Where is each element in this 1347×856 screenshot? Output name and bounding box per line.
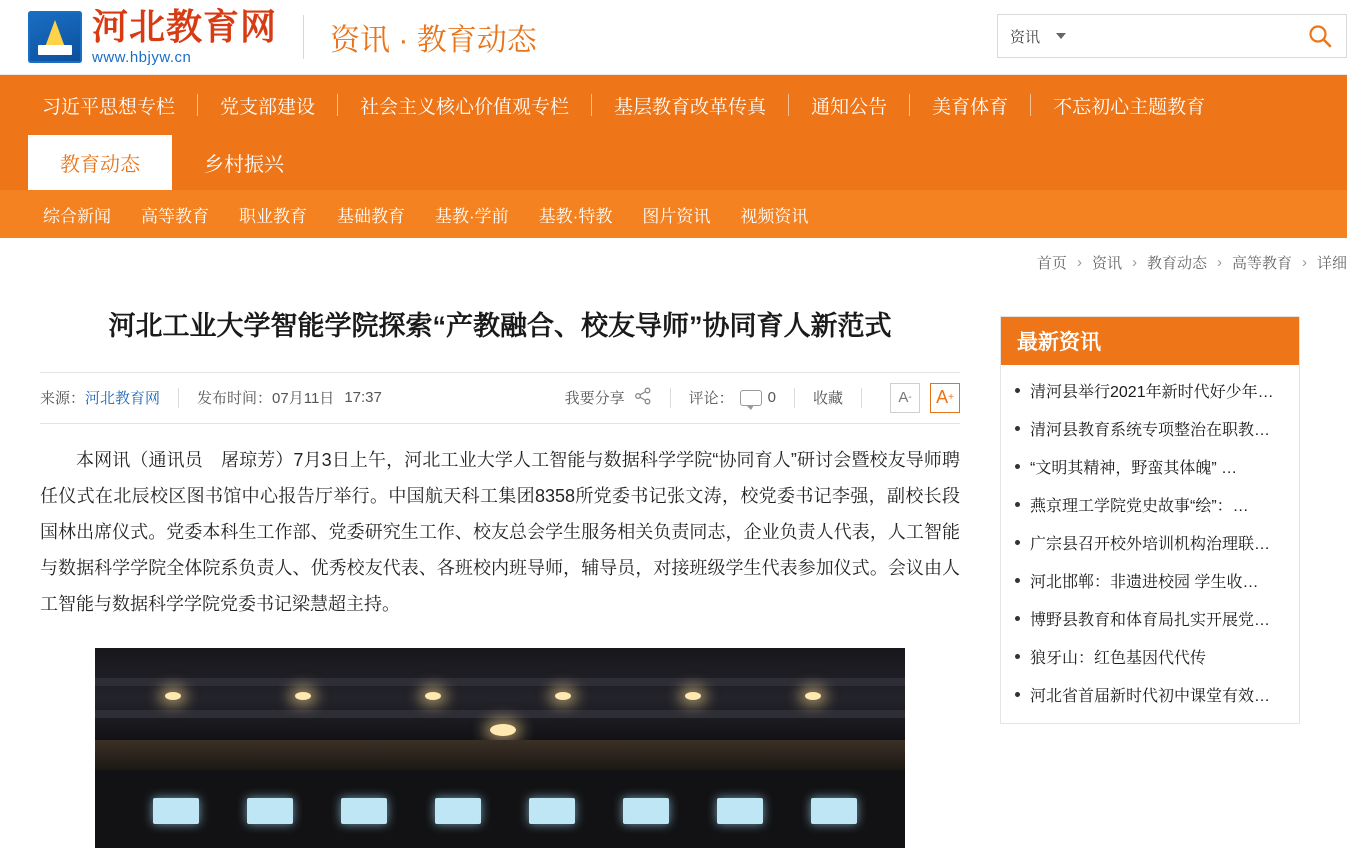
- article-meta-bar: [40, 372, 960, 424]
- page-content: [0, 286, 1347, 848]
- list-item-label: 广宗县召开校外培训机构治理联…: [1030, 535, 1271, 553]
- header-divider: [303, 15, 304, 59]
- image-balcony: [95, 740, 905, 770]
- source-label: 来源：: [40, 390, 86, 408]
- publish-time: 17:37: [344, 389, 382, 407]
- header-slogan-right: 教育动态: [416, 24, 537, 57]
- breadcrumb-item-1[interactable]: 资讯: [1091, 254, 1122, 272]
- subnav-item-2[interactable]: 职业教育: [239, 206, 307, 226]
- font-decrease-button[interactable]: A -: [890, 383, 920, 413]
- subnav-item-0[interactable]: 综合新闻: [43, 206, 111, 226]
- header-slogan-left: 资讯: [330, 24, 391, 57]
- list-item[interactable]: [1001, 675, 1299, 713]
- site-logo[interactable]: [28, 6, 278, 66]
- publish-label: 发布时间：: [197, 390, 273, 408]
- page-title: 河北工业大学智能学院探索“产教融合、校友导师”协同育人新范式: [108, 311, 892, 341]
- latest-news-list: [1001, 365, 1299, 723]
- nav-item-2[interactable]: 社会主义核心价值观专栏: [360, 96, 570, 118]
- list-item-label: 河北邯郸：非遗进校园 学生收…: [1030, 573, 1259, 591]
- nav-item-4[interactable]: 通知公告: [811, 96, 888, 118]
- font-increase-button[interactable]: A +: [930, 383, 960, 413]
- tab-xiangcunzhenxing[interactable]: 乡村振兴: [204, 154, 284, 176]
- list-item[interactable]: [1001, 523, 1299, 561]
- nav-item-3[interactable]: 基层教育改革传真: [614, 96, 767, 118]
- comment-count: 0: [767, 389, 776, 407]
- subnav-item-1[interactable]: 高等教育: [141, 206, 209, 226]
- comment-label: 评论：: [688, 390, 734, 408]
- list-item-label: 清河县举行2021年新时代好少年…: [1030, 383, 1274, 401]
- bullet-icon: [1015, 616, 1020, 621]
- bullet-icon: [1015, 502, 1020, 507]
- meta-divider: [861, 388, 862, 408]
- breadcrumb-chevron-icon: ›: [1131, 253, 1137, 271]
- list-item[interactable]: [1001, 485, 1299, 523]
- list-item-label: 狼牙山：红色基因代代传: [1030, 649, 1207, 667]
- list-item[interactable]: [1001, 371, 1299, 409]
- search-input[interactable]: [1078, 15, 1294, 57]
- list-item[interactable]: [1001, 561, 1299, 599]
- bullet-icon: [1015, 426, 1020, 431]
- image-seats: [95, 770, 905, 848]
- meta-divider: [670, 388, 671, 408]
- search-category-select[interactable]: [998, 15, 1078, 57]
- publish-date: 07月11日: [272, 390, 335, 408]
- list-item[interactable]: [1001, 447, 1299, 485]
- latest-news-title: 最新资讯: [1001, 317, 1299, 365]
- breadcrumb-item-2[interactable]: 教育动态: [1146, 254, 1207, 272]
- subnav-item-4[interactable]: 基教·学前: [435, 206, 509, 226]
- bullet-icon: [1015, 388, 1020, 393]
- bullet-icon: [1015, 654, 1020, 659]
- list-item-label: 燕京理工学院党史故事“绘”：…: [1030, 497, 1249, 515]
- comment-icon[interactable]: [740, 390, 762, 406]
- logo-title: 河北教育网: [92, 6, 278, 47]
- nav-item-1[interactable]: 党支部建设: [220, 96, 316, 118]
- image-ceiling: [95, 648, 905, 740]
- list-item-label: 博野县教育和体育局扎实开展党…: [1030, 611, 1271, 629]
- favorite-label[interactable]: 收藏: [812, 390, 843, 408]
- bullet-icon: [1015, 578, 1020, 583]
- header-slogan: [330, 15, 537, 59]
- list-item[interactable]: [1001, 637, 1299, 675]
- share-icon[interactable]: [634, 387, 652, 409]
- subnav-item-6[interactable]: 图片资讯: [642, 206, 711, 226]
- tab-jiaoyudongtai[interactable]: 教育动态: [28, 135, 172, 190]
- latest-news-card: [1000, 316, 1300, 724]
- bullet-icon: [1015, 464, 1020, 469]
- article-column: [0, 286, 1000, 848]
- share-label[interactable]: 我要分享: [564, 390, 625, 408]
- meta-divider: [794, 388, 795, 408]
- list-item-label: 清河县教育系统专项整治在职教…: [1030, 421, 1271, 439]
- article-body: [40, 442, 960, 622]
- logo-url: www.hbjyw.cn: [92, 49, 192, 66]
- breadcrumb: [0, 238, 1347, 286]
- breadcrumb-item-3[interactable]: 高等教育: [1231, 254, 1292, 272]
- list-item-label: 河北省首届新时代初中课堂有效…: [1030, 687, 1271, 705]
- breadcrumb-item-4: 详细: [1316, 254, 1347, 272]
- article-paragraph: 本网讯（通讯员 屠琼芳）7月3日上午，河北工业大学人工智能与数据科学学院“协同育人”研讨会暨校友导师聘任仪式在北辰校区图书馆中心报告厅举行。中国航天科工集团8358所党委书记张文涛，校党委书记李强，副校长段国林出席仪式。党委本科生工作部、党委研究生工作、校友总会学生服务相关负责同志，企业负责人代表，人工智能与数据科学学院全体院系负责人、优秀校友代表、各班校内班导师，辅导员，对接班级学生代表参加仪式。会议由人工智能与数据科学学院党委书记梁慧超主持。: [40, 449, 960, 614]
- nav-item-6[interactable]: 不忘初心主题教育: [1053, 96, 1206, 118]
- nav-item-5[interactable]: 美育体育: [932, 96, 1009, 118]
- primary-nav: [0, 75, 1347, 135]
- search-box: [997, 14, 1347, 58]
- subnav-item-3[interactable]: 基础教育: [337, 206, 405, 226]
- bullet-icon: [1015, 540, 1020, 545]
- list-item[interactable]: [1001, 409, 1299, 447]
- logo-icon: [28, 11, 82, 63]
- secondary-nav: [0, 135, 1347, 190]
- subnav-item-7[interactable]: 视频资讯: [740, 206, 809, 226]
- search-button[interactable]: [1294, 15, 1346, 57]
- source-link[interactable]: 河北教育网: [85, 390, 161, 408]
- breadcrumb-chevron-icon: ›: [1301, 253, 1307, 271]
- site-header: [0, 0, 1347, 75]
- search-category-label: 资讯: [1010, 28, 1041, 46]
- header-slogan-dot: ·: [398, 24, 409, 57]
- list-item[interactable]: [1001, 599, 1299, 637]
- list-item-label: “文明其精神，野蛮其体魄” …: [1030, 459, 1238, 477]
- chevron-down-icon: [1056, 33, 1066, 39]
- breadcrumb-chevron-icon: ›: [1076, 253, 1082, 271]
- bullet-icon: [1015, 692, 1020, 697]
- tertiary-nav: [0, 190, 1347, 238]
- breadcrumb-item-0[interactable]: 首页: [1036, 254, 1067, 272]
- search-icon: [1307, 23, 1333, 49]
- breadcrumb-chevron-icon: ›: [1216, 253, 1222, 271]
- subnav-item-5[interactable]: 基教·特教: [538, 206, 613, 226]
- sidebar: [1000, 316, 1300, 848]
- nav-item-0[interactable]: 习近平思想专栏: [42, 96, 176, 118]
- meta-divider: [178, 388, 179, 408]
- article-image: [95, 648, 905, 848]
